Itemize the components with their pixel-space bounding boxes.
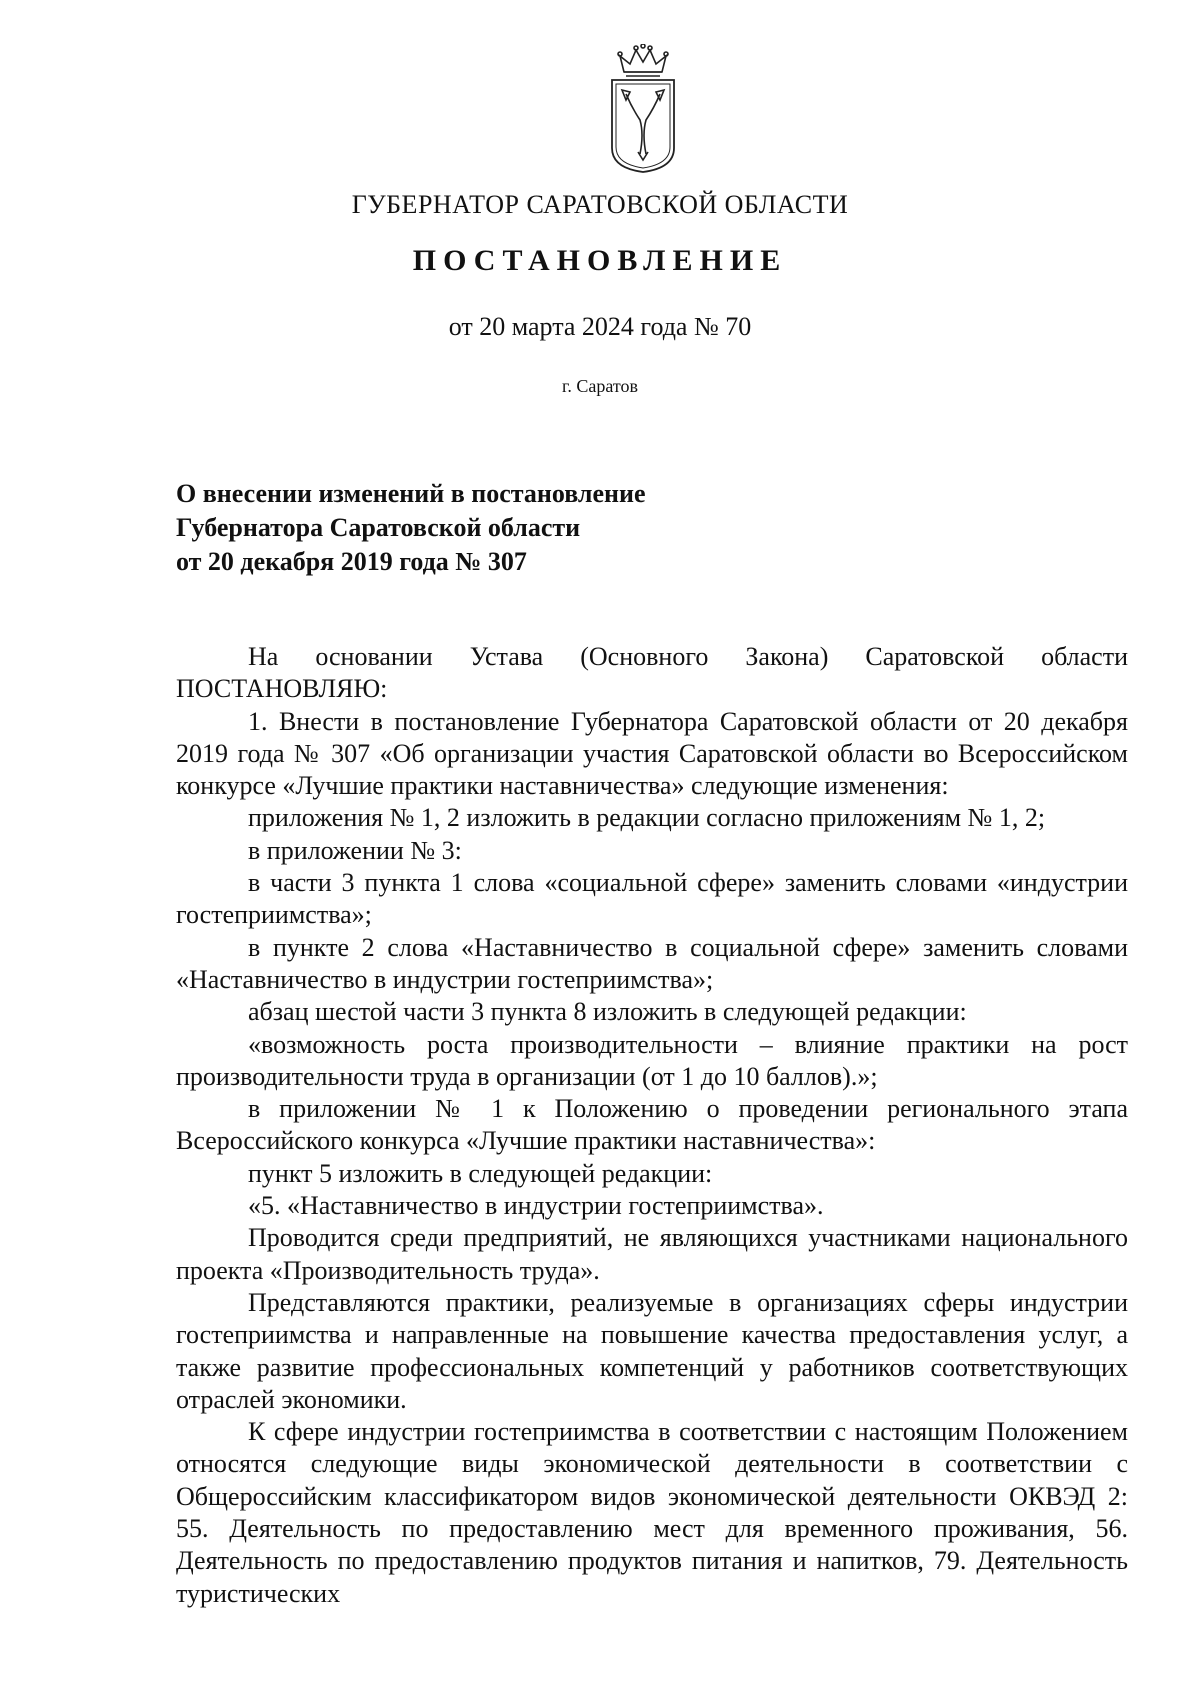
subject-line: от 20 декабря 2019 года № 307: [176, 547, 527, 576]
body-paragraph: в пункте 2 слова «Наставничество в социальной сфере» заменить словами «Наставничество в индустрии гостеприимства»;: [176, 932, 1128, 994]
body-paragraph-decree: ПОСТАНОВЛЯЮ:: [176, 674, 388, 704]
body-paragraph: в приложении № 3:: [248, 835, 462, 865]
body-paragraph: 1. Внести в постановление Губернатора Саратовской области от 20 декабря 2019 года № 307 «Об организации участия Саратовской области во Всероссийском конкурсе «Лучшие практики наставничества» следующие изменения:: [176, 706, 1128, 801]
document-body: [176, 641, 1128, 1610]
body-paragraph: Проводится среди предприятий, не являющихся участниками национального проекта «Производительность труда».: [176, 1223, 1128, 1285]
document-type: ПОСТАНОВЛЕНИЕ: [412, 244, 788, 277]
body-paragraph: «возможность роста производительности – влияние практики на рост производительности труда в организации (от 1 до 10 баллов).»;: [176, 1029, 1128, 1091]
body-paragraph: На основании Устава (Основного Закона) Саратовской области: [248, 642, 1128, 671]
body-paragraph: К сфере индустрии гостеприимства в соответствии с настоящим Положением относятся следующие виды экономической деятельности в соответствии с Общероссийским классификатором видов экономической деятельности ОКВЭД 2: 55. Деятельность по предоставлению мест для временного проживания, 56. Деятельность по предоставлению продуктов питания и напитков, 79. Деятельность туристических: [176, 1417, 1128, 1608]
body-paragraph: пункт 5 изложить в следующей редакции:: [248, 1158, 713, 1188]
body-paragraph: абзац шестой части 3 пункта 8 изложить в следующей редакции:: [248, 997, 967, 1027]
document-subject: [176, 477, 876, 579]
saratov-coat-of-arms-icon: [606, 44, 680, 176]
body-paragraph: в приложении № 1 к Положению о проведении регионального этапа Всероссийского конкурса «Лучшие практики наставничества»:: [176, 1094, 1128, 1156]
document-date-number: от 20 марта 2024 года № 70: [448, 312, 752, 341]
document-place: г. Саратов: [562, 376, 638, 396]
issuer-title: ГУБЕРНАТОР САРАТОВСКОЙ ОБЛАСТИ: [351, 190, 849, 219]
body-paragraph: Представляются практики, реализуемые в организациях сферы индустрии гостеприимства и направленные на повышение качества предоставления услуг, а также развитие профессиональных компетенций у работников соответствующих отраслей экономики.: [176, 1287, 1128, 1414]
subject-line: О внесении изменений в постановление: [176, 479, 646, 508]
body-paragraph: в части 3 пункта 1 слова «социальной сфере» заменить словами «индустрии гостеприимства»;: [176, 868, 1128, 930]
subject-line: Губернатора Саратовской области: [176, 513, 581, 542]
body-paragraph: приложения № 1, 2 изложить в редакции согласно приложениям № 1, 2;: [248, 803, 1046, 833]
body-paragraph: «5. «Наставничество в индустрии гостеприимства».: [248, 1191, 824, 1221]
